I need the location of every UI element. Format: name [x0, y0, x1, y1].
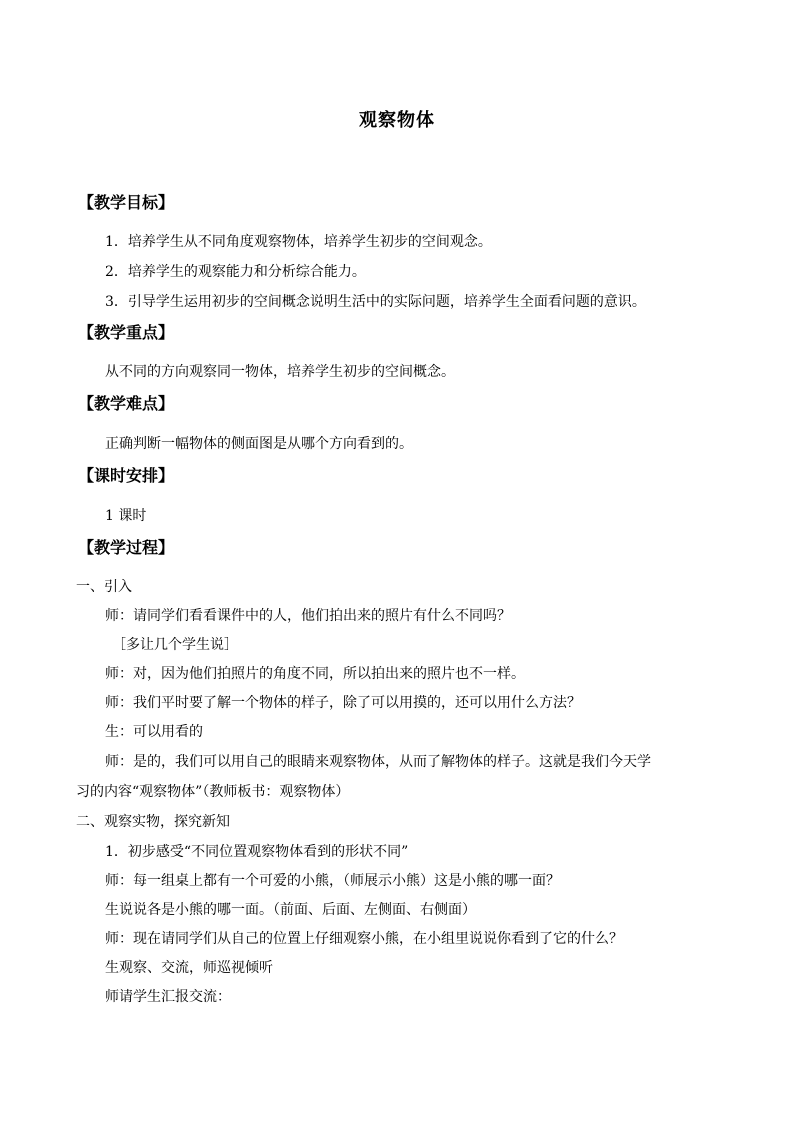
section-intro-heading: 一、引入: [76, 579, 132, 595]
document-title: 观察物体: [359, 110, 435, 131]
paragraph-line: ［多让几个学生说］: [112, 637, 238, 653]
paragraph-line: 师：现在请同学们从自己的位置上仔细观察小熊，在小组里说说你看到了它的什么？: [105, 931, 623, 947]
paragraph-line: 生：可以用看的: [105, 724, 203, 740]
heading-process: 【教学过程】: [78, 538, 175, 557]
paragraph-line: 师：是的，我们可以用自己的眼睛来观察物体，从而了解物体的样子。这就是我们今天学: [105, 754, 651, 770]
paragraph-line: 生观察、交流，师巡视倾听: [105, 960, 273, 976]
paragraph-line: 习的内容“观察物体”（教师板书：观察物体）: [76, 784, 350, 800]
section-explore-heading: 二、观察实物，探究新知: [76, 814, 230, 830]
paragraph-line: 师：每一组桌上都有一个可爱的小熊，（师展示小熊）这是小熊的哪一面？: [105, 873, 560, 889]
paragraph-line: 师：请同学们看看课件中的人，他们拍出来的照片有什么不同吗？: [105, 608, 511, 624]
heading-key-points: 【教学重点】: [78, 323, 175, 342]
goal-item-1: 1．培养学生从不同角度观察物体，培养学生初步的空间观念。: [105, 234, 492, 250]
paragraph-line: 师：对，因为他们拍照片的角度不同，所以拍出来的照片也不一样。: [105, 666, 525, 682]
paragraph-line: 1．初步感受“不同位置观察物体看到的形状不同”: [105, 844, 409, 860]
key-point-text: 从不同的方向观察同一物体，培养学生初步的空间概念。: [105, 364, 455, 380]
difficulty-text: 正确判断一幅物体的侧面图是从哪个方向看到的。: [105, 436, 413, 452]
goal-item-3: 3．引导学生运用初步的空间概念说明生活中的实际问题，培养学生全面看问题的意识。: [105, 294, 646, 310]
paragraph-line: 师：我们平时要了解一个物体的样子，除了可以用摸的，还可以用什么方法？: [105, 695, 581, 711]
heading-goals: 【教学目标】: [78, 193, 175, 212]
schedule-text: 1 课时: [105, 508, 147, 524]
heading-difficulties: 【教学难点】: [78, 394, 175, 413]
heading-schedule: 【课时安排】: [78, 466, 175, 485]
goal-item-2: 2．培养学生的观察能力和分析综合能力。: [105, 264, 366, 280]
paragraph-line: 师请学生汇报交流：: [105, 989, 231, 1005]
paragraph-line: 生说说各是小熊的哪一面。（前面、后面、左侧面、右侧面）: [105, 902, 476, 918]
